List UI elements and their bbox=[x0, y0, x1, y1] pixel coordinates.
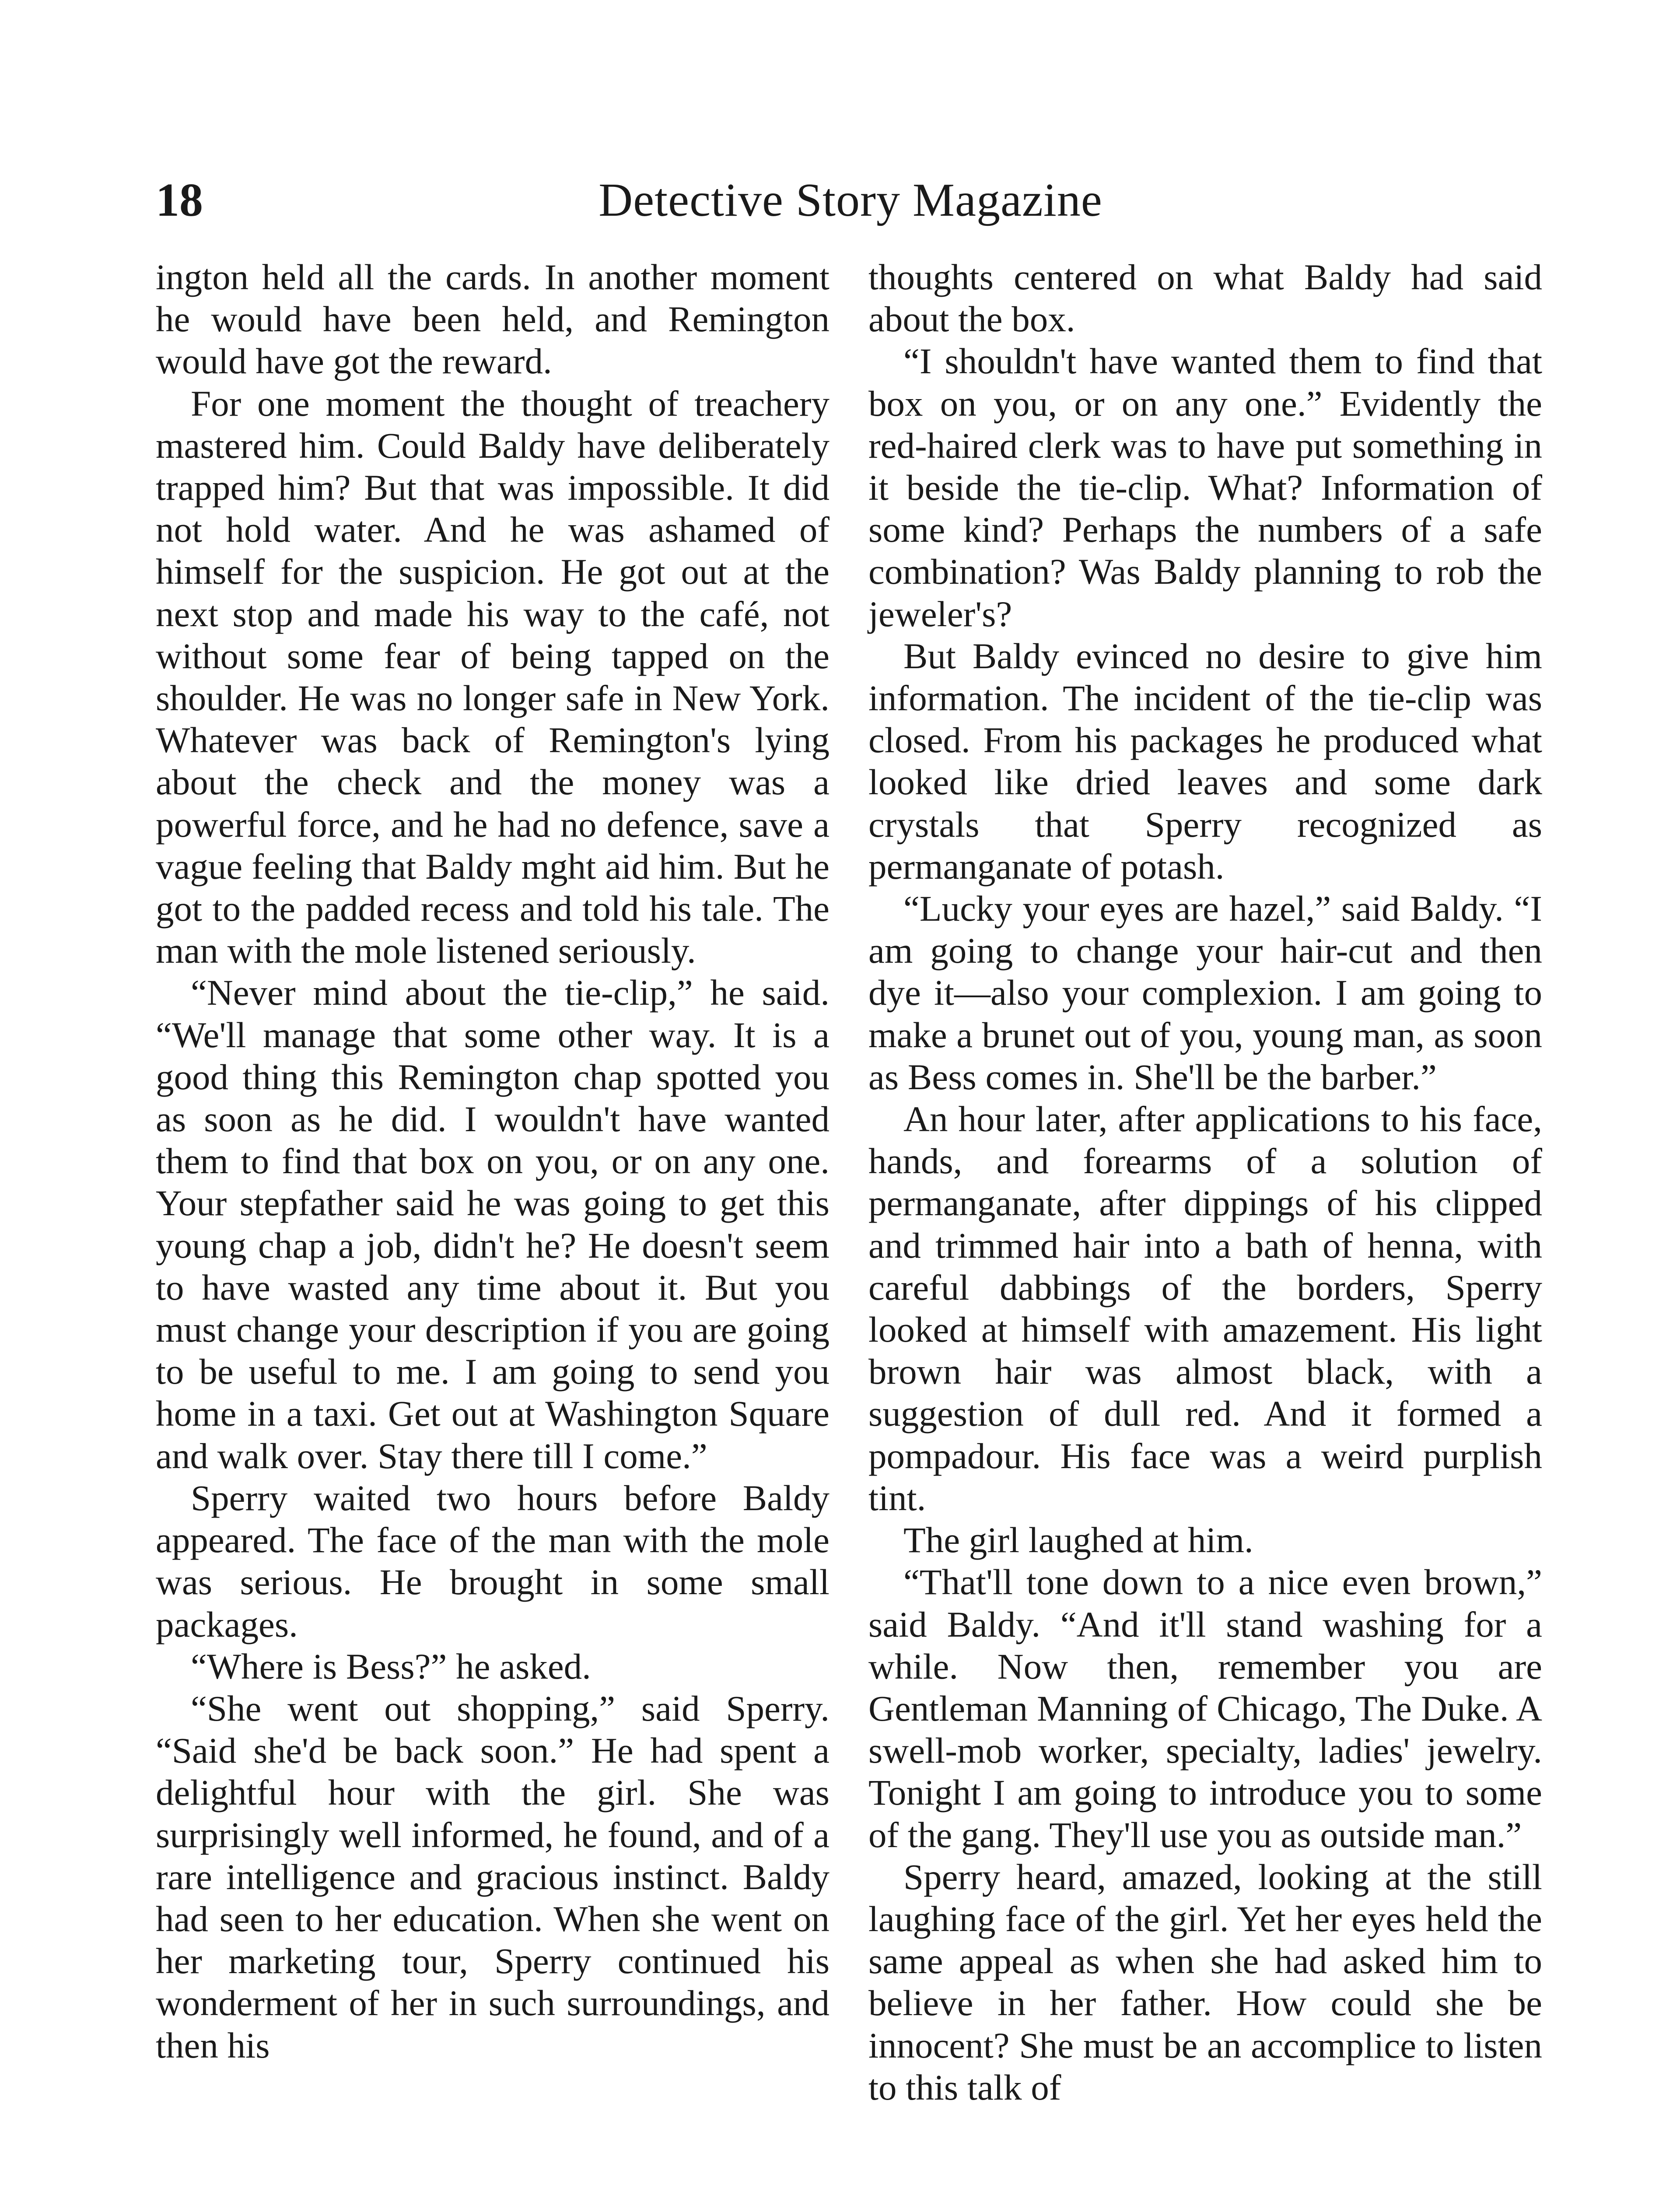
paragraph: “That'll tone down to a nice even brown,” said Baldy. “And it'll stand washing for a while. Now then, remember you are Gentleman Manning of Chicago, The Duke. A swell-mob worker, specialty, ladies' jewelry. Tonight I am going to introduce you to some of the gang. They'll use you as outside man.” bbox=[868, 1562, 1542, 1855]
paragraph: “I shouldn't have wanted them to find that box on you, or on any one.” Evidently the red-haired clerk was to have put something in it beside the tie-clip. What? Information of some kind? Perhaps the numbers of a safe combination? Was Baldy planning to rob the jeweler's? bbox=[868, 341, 1542, 634]
paragraph: ington held all the cards. In another moment he would have been held, and Remington would have got the reward. bbox=[156, 257, 830, 382]
page-number: 18 bbox=[156, 174, 203, 226]
running-head-title: Detective Story Magazine bbox=[598, 174, 1102, 226]
paragraph: An hour later, after applications to his face, hands, and forearms of a solution of permanganate, after dippings of his clipped and trimmed hair into a bath of henna, with careful dabbings of the borders, Sperry looked at himself with amazement. His light brown hair was almost black, with a suggestion of dull red. And it formed a pompadour. His face was a weird purplish tint. bbox=[868, 1099, 1542, 1518]
paragraph: Sperry waited two hours before Baldy appeared. The face of the man with the mole was serious. He brought in some small packages. bbox=[156, 1477, 830, 1645]
paragraph: But Baldy evinced no desire to give him information. The incident of the tie-clip was closed. From his packages he produced what looked like dried leaves and some dark crystals that Sperry recognized as permanganate of potash. bbox=[868, 635, 1542, 887]
paragraph: The girl laughed at him. bbox=[903, 1520, 1253, 1560]
right-column bbox=[868, 256, 1542, 2108]
paragraph: thoughts centered on what Baldy had said about the box. bbox=[868, 257, 1542, 340]
paragraph: “Never mind about the tie-clip,” he said. “We'll manage that some other way. It is a good thing this Remington chap spotted you as soon as he did. I wouldn't have wanted them to find that box on you, or on any one. Your stepfather said he was going to get this young chap a job, didn't he? He doesn't seem to have wasted any time about it. But you must change your description if you are going to be useful to me. I am going to send you home in a taxi. Get out at Washington Square and walk over. Stay there till I come.” bbox=[156, 972, 830, 1476]
paragraph: For one moment the thought of treachery mastered him. Could Baldy have deliberately trapped him? But that was impossible. It did not hold water. And he was ashamed of himself for the suspicion. He got out at the next stop and made his way to the café, not without some fear of being tapped on the shoulder. He was no longer safe in New York. Whatever was back of Remington's lying about the check and the money was a powerful force, and he had no defence, save a vague feeling that Baldy mght aid him. But he got to the padded recess and told his tale. The man with the mole listened seriously. bbox=[156, 383, 830, 971]
page-header bbox=[156, 165, 1545, 235]
paragraph: “She went out shopping,” said Sperry. “Said she'd be back soon.” He had spent a delightful hour with the girl. She was surprisingly well informed, he found, and of a rare intelligence and gracious instinct. Baldy had seen to her education. When she went on her marketing tour, Sperry continued his wonderment of her in such surroundings, and then his bbox=[156, 1688, 830, 2065]
paragraph: Sperry heard, amazed, looking at the still laughing face of the girl. Yet her eyes held the same appeal as when she had asked him to believe in her father. How could she be innocent? She must be an accomplice to listen to this talk of bbox=[868, 1856, 1542, 2107]
paragraph: “Where is Bess?” he asked. bbox=[191, 1646, 591, 1687]
paragraph: “Lucky your eyes are hazel,” said Baldy. “I am going to change your hair-cut and then dye it—also your complexion. I am going to make a brunet out of you, young man, as soon as Bess comes in. She'll be the barber.” bbox=[868, 888, 1542, 1097]
left-column bbox=[156, 256, 830, 2066]
